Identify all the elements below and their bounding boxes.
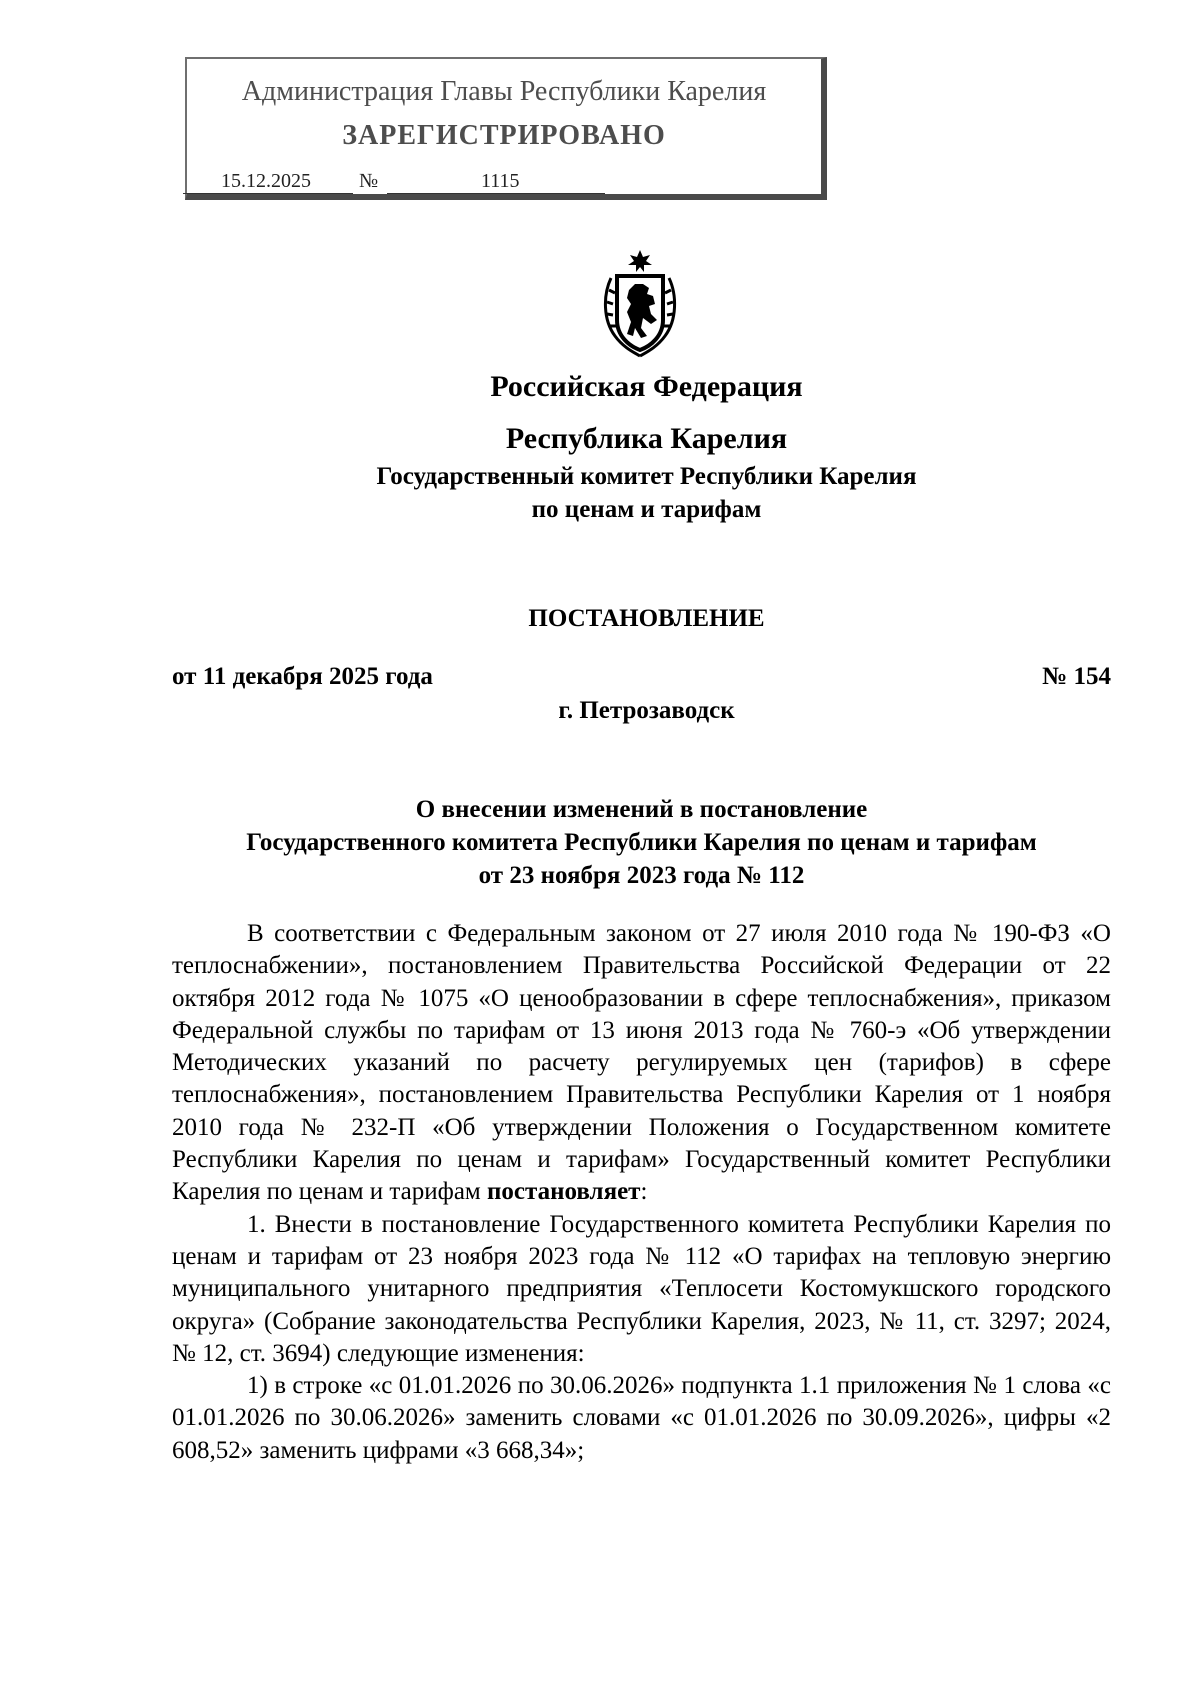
stamp-registered: ЗАРЕГИСТРИРОВАНО	[342, 120, 666, 151]
stamp-authority: Администрация Главы Республики Карелия	[241, 76, 767, 107]
stamp-date: 15.12.2025	[183, 170, 353, 194]
preamble-text: В соответствии с Федеральным законом от 27 июля 2010 года № 190-ФЗ «О теплоснабжении», постановлением Правительства Российской Федерации от 22 октября 2012 года № 1075 «О ценообразовании в сфере теплоснабжения», приказом Федеральной службы по тарифам от 13 июня 2013 года № 760-э «Об утверждении Методических указаний по расчету регулируемых цен (тарифов) в сфере теплоснабжения», постановлением Правительства Республики Карелия от 1 ноября 2010 года № 232-П «Об утверждении Положения о Государственном комитете Республики Карелия по ценам и тарифам» Государственный комитет Республики Карелия по ценам и тарифам	[172, 920, 1111, 1206]
preamble-colon: :	[640, 1178, 648, 1206]
document-city: г. Петрозаводск	[558, 697, 735, 724]
karelia-coat-of-arms-icon	[597, 250, 683, 358]
paragraph-item-1: 1. Внести в постановление Государственного комитета Республики Карелия по ценам и тарифам от 23 ноября 2023 года № 112 «О тарифах на тепловую энергию муниципального унитарного предприятия «Теплосети Костомукшского городского округа» (Собрание законодательства Республики Карелия, 2023, № 11, ст. 3297; 2024, № 12, ст. 3694) следующие изменения:	[172, 1210, 1111, 1367]
header-country: Российская Федерация	[490, 370, 803, 403]
stamp-number: 1115	[387, 170, 605, 194]
title-line3: от 23 ноября 2023 года № 112	[478, 862, 805, 889]
title-line2: Государственного комитета Республики Карелия по ценам и тарифам	[246, 829, 1037, 856]
document-title	[172, 793, 1111, 892]
stamp-registration-line	[183, 170, 605, 195]
header-committee-line1: Государственный комитет Республики Карелия	[376, 463, 917, 490]
header-republic: Республика Карелия	[505, 422, 788, 455]
document-number: № 154	[1042, 663, 1111, 690]
stamp-number-sign: №	[359, 170, 379, 192]
header-committee-line2: по ценам и тарифам	[531, 496, 762, 523]
preamble-resolves: постановляет	[487, 1178, 641, 1206]
emblem-star	[628, 250, 652, 272]
title-line1: О внесении изменений в постановление	[415, 796, 868, 823]
document-type: ПОСТАНОВЛЕНИЕ	[528, 605, 765, 632]
document-body	[172, 918, 1111, 1467]
document-date: от 11 декабря 2025 года	[172, 663, 433, 690]
paragraph-preamble	[172, 918, 1111, 1209]
paragraph-subitem-1: 1) в строке «с 01.01.2026 по 30.06.2026» подпункта 1.1 приложения № 1 слова «с 01.01.2026 по 30.06.2026» заменить словами «с 01.01.2026 по 30.09.2026», цифры «2 608,52» заменить цифрами «3 668,34»;	[172, 1372, 1111, 1464]
